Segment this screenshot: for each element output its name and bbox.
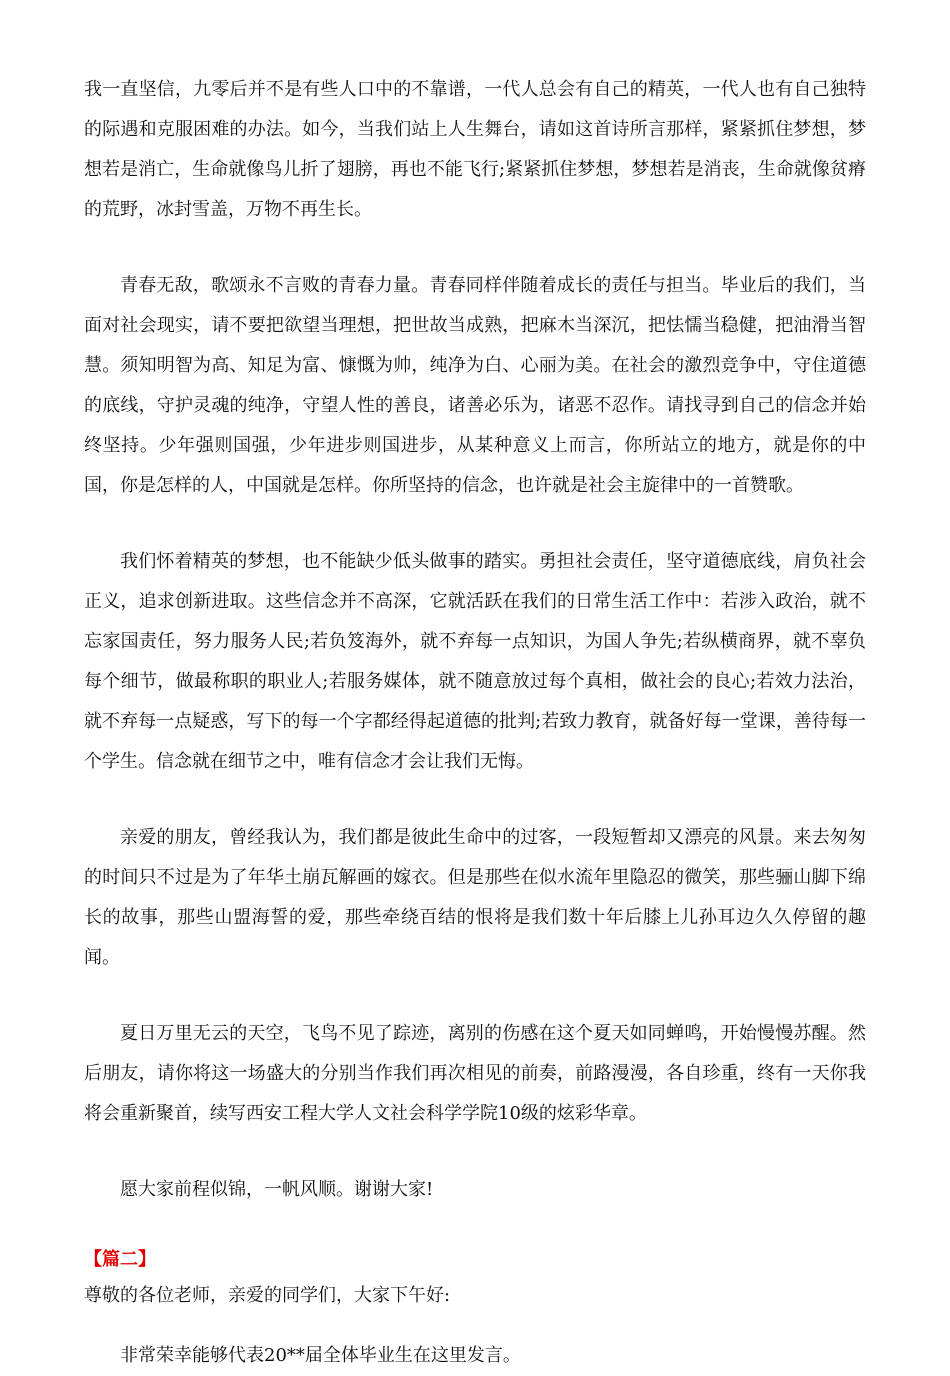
document-page (84, 70, 866, 1376)
section-two-title: 【篇二】 (84, 1249, 156, 1270)
section-two-first-paragraph: 非常荣幸能够代表20**届全体毕业生在这里发言。 (120, 1345, 521, 1366)
paragraph-summer-farewell: 夏日万里无云的天空，飞鸟不见了踪迹，离别的伤感在这个夏天如同蝉鸣，开始慢慢苏醒。然后朋友，请你将这一场盛大的分别当作我们再次相见的前奏，前路漫漫，各自珍重，终有一天你我将会重新聚首，续写西安工程大学人文社会科学学院10级的炫彩华章。 (84, 1023, 866, 1124)
paragraph-closing-wishes: 愿大家前程似锦，一帆风顺。谢谢大家! (120, 1179, 434, 1200)
paragraph-belief: 我一直坚信，九零后并不是有些人口中的不靠谱，一代人总会有自己的精英，一代人也有自己独特的际遇和克服困难的办法。如今，当我们站上人生舞台，请如这首诗所言那样，紧紧抓住梦想，梦想若是消亡，生命就像鸟儿折了翅膀，再也不能飞行;紧紧抓住梦想，梦想若是消丧，生命就像贫瘠的荒野，冰封雪盖，万物不再生长。 (84, 79, 866, 220)
paragraph-dear-friends: 亲爱的朋友，曾经我认为，我们都是彼此生命中的过客，一段短暂却又漂亮的风景。来去匆匆的时间只不过是为了年华土崩瓦解画的嫁衣。但是那些在似水流年里隐忍的微笑，那些骊山脚下绵长的故事，那些山盟海誓的爱，那些牵绕百结的恨将是我们数十年后膝上儿孙耳边久久停留的趣闻。 (84, 827, 866, 968)
paragraph-youth: 青春无敌，歌颂永不言败的青春力量。青春同样伴随着成长的责任与担当。毕业后的我们，当面对社会现实，请不要把欲望当理想，把世故当成熟，把麻木当深沉，把怯懦当稳健，把油滑当智慧。须知明智为高、知足为富、慷慨为帅，纯净为白、心丽为美。在社会的激烈竞争中，守住道德的底线，守护灵魂的纯净，守望人性的善良，诸善必乐为，诸恶不忍作。请找寻到自己的信念并始终坚持。少年强则国强，少年进步则国进步，从某种意义上而言，你所站立的地方，就是你的中国，你是怎样的人，中国就是怎样。你所坚持的信念，也许就是社会主旋律中的一首赞歌。 (84, 275, 866, 496)
paragraph-elite-dream: 我们怀着精英的梦想，也不能缺少低头做事的踏实。勇担社会责任，坚守道德底线，肩负社会正义，追求创新进取。这些信念并不高深，它就活跃在我们的日常生活工作中：若涉入政治，就不忘家国责任，努力服务人民;若负笈海外，就不弃每一点知识，为国人争先;若纵横商界，就不辜负每个细节，做最称职的职业人;若服务媒体，就不随意放过每个真相，做社会的良心;若效力法治，就不弃每一点疑惑，写下的每一个字都经得起道德的批判;若致力教育，就备好每一堂课，善待每一个学生。信念就在细节之中，唯有信念才会让我们无悔。 (84, 551, 866, 772)
section-two-greeting: 尊敬的各位老师，亲爱的同学们，大家下午好: (84, 1285, 451, 1306)
